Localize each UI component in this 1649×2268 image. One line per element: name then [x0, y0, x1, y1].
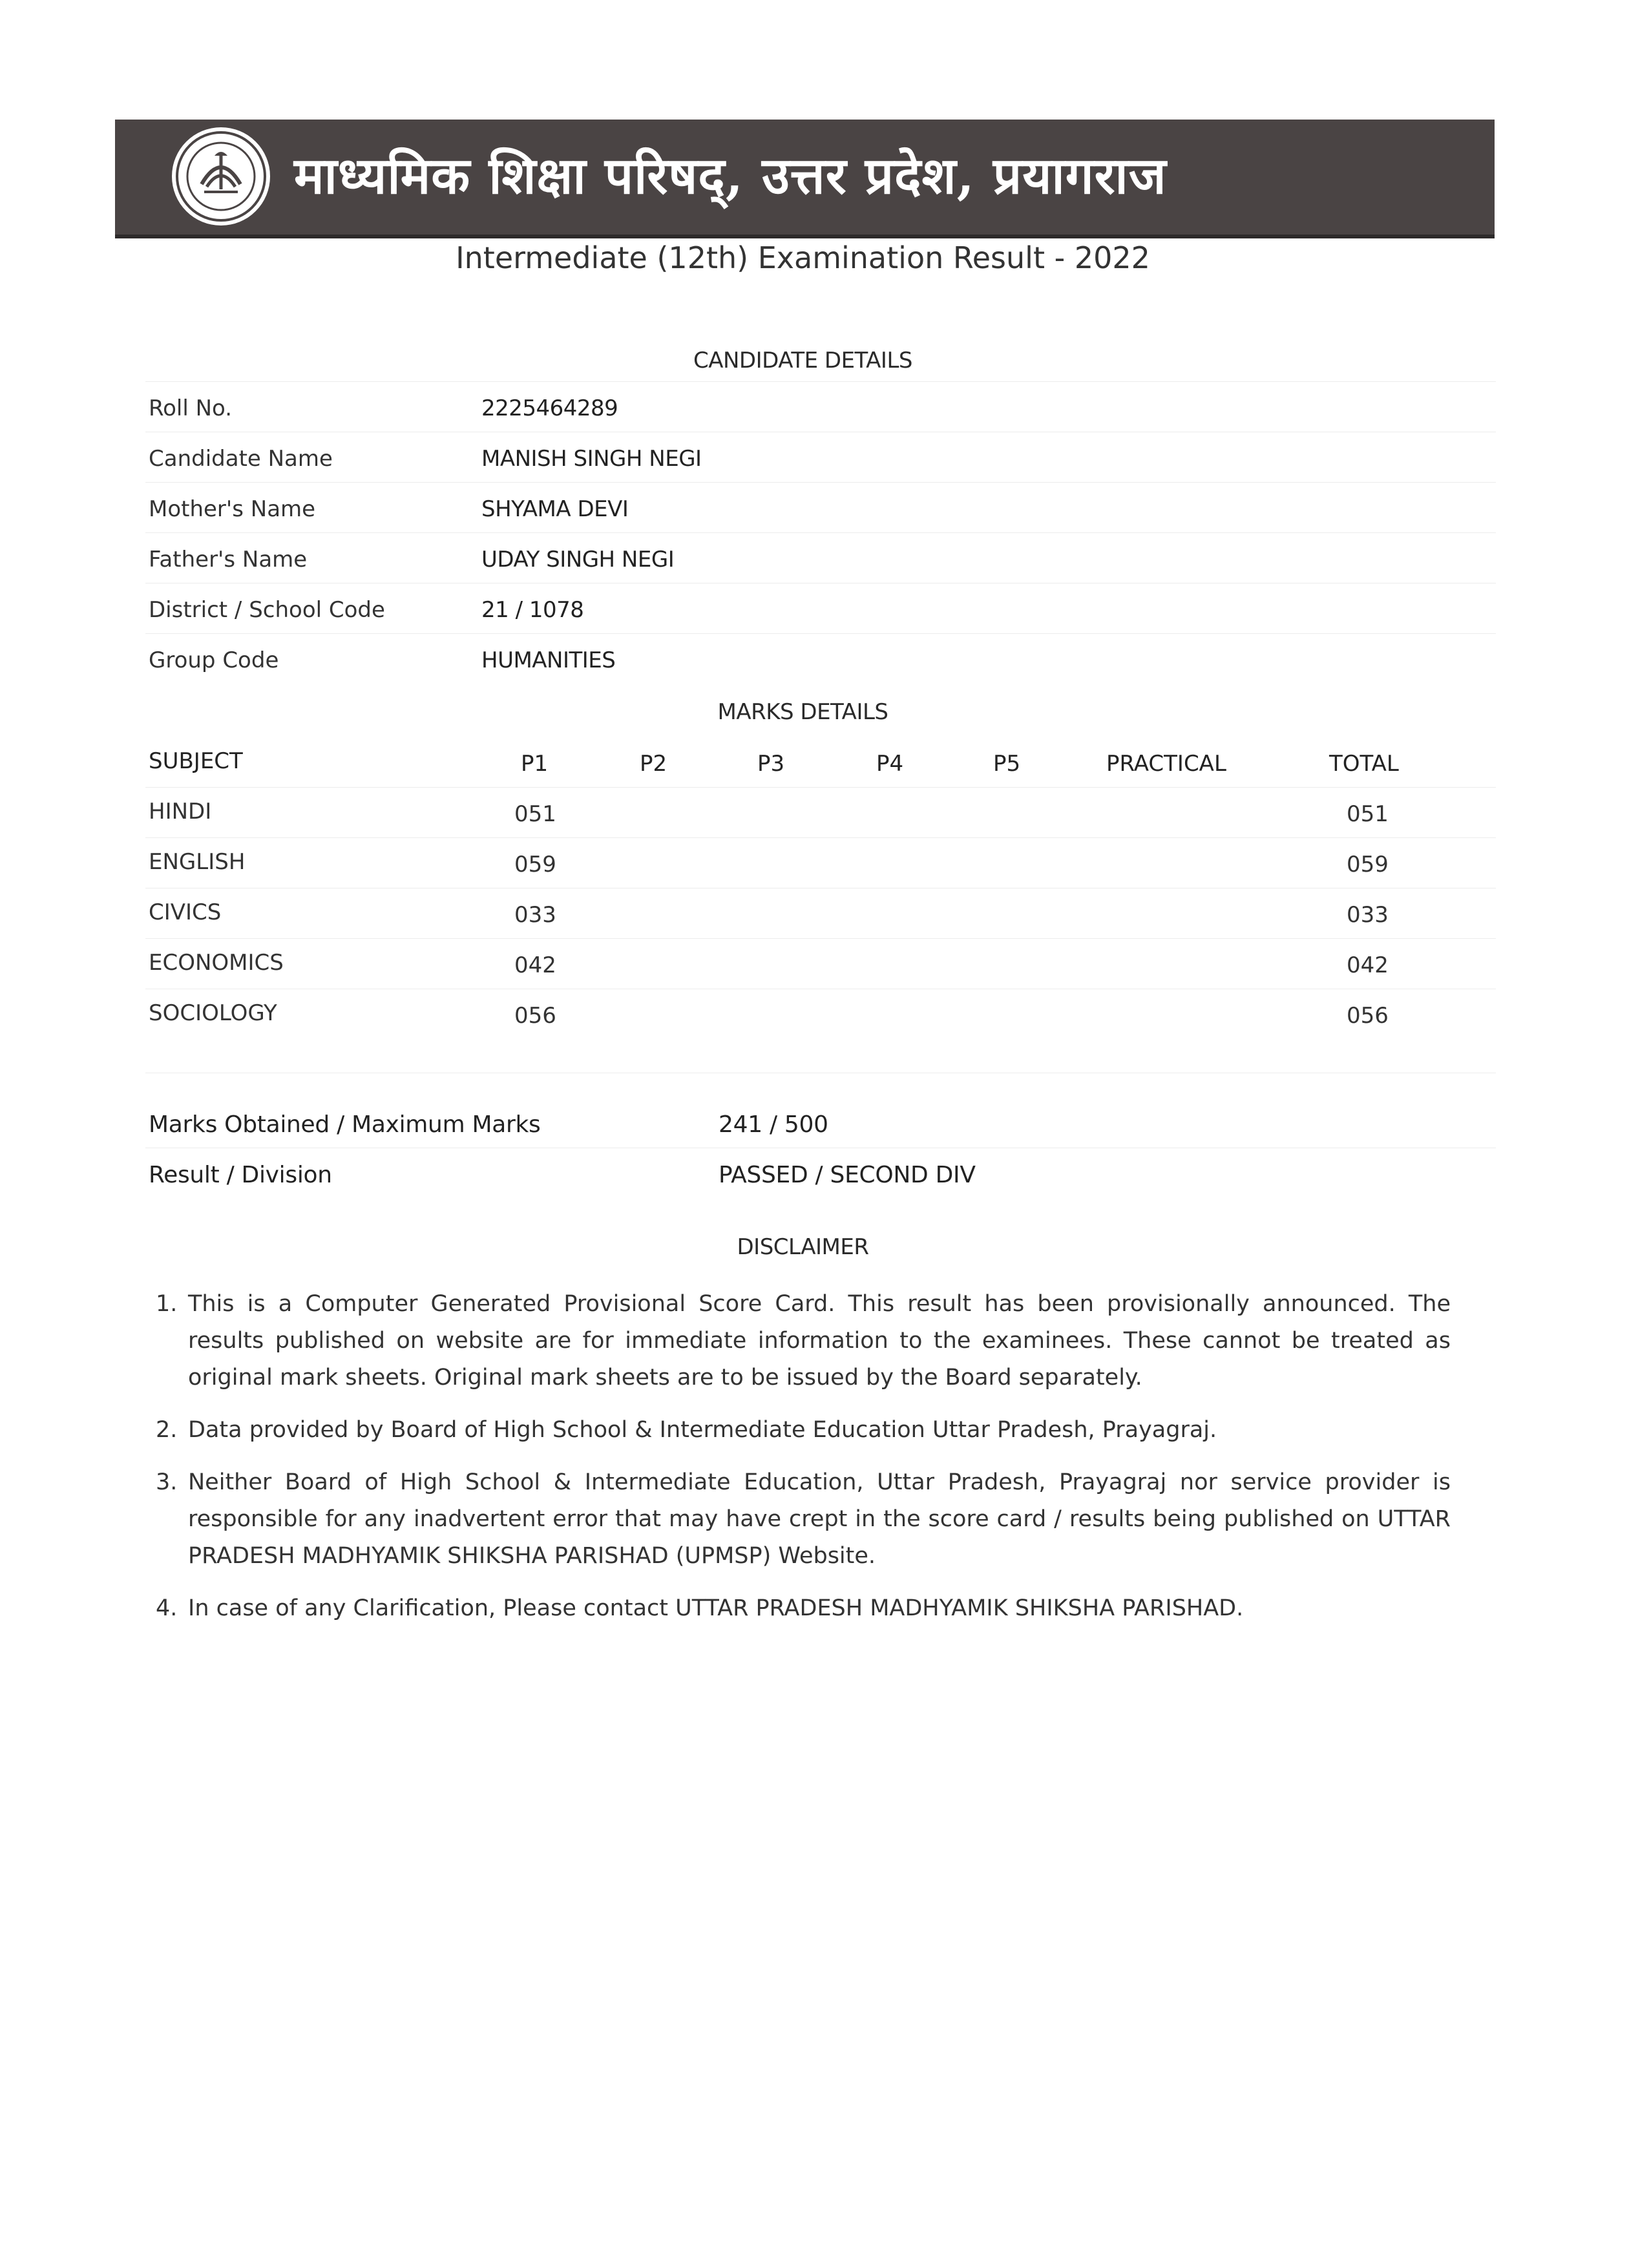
total-mark: 059	[1347, 852, 1389, 877]
candidate-name-value: MANISH SINGH NEGI	[481, 446, 702, 472]
mother-name-value: SHYAMA DEVI	[481, 496, 629, 522]
disclaimer-number: 3.	[156, 1469, 178, 1495]
disclaimer-item	[145, 1286, 1451, 1396]
district-school-code-label: District / School Code	[149, 597, 385, 623]
exam-title: Intermediate (12th) Examination Result - 2022	[456, 240, 1150, 275]
roll-no-value: 2225464289	[481, 395, 618, 421]
candidate-details-heading: CANDIDATE DETAILS	[693, 348, 912, 373]
disclaimer-item	[145, 1464, 1451, 1575]
disclaimer-list	[145, 1286, 1451, 1643]
roll-no-label: Roll No.	[149, 395, 233, 421]
father-name-label: Father's Name	[149, 547, 308, 572]
disclaimer-number: 2.	[156, 1417, 178, 1443]
p1-mark: 059	[514, 852, 556, 877]
disclaimer-text: Neither Board of High School & Intermediate Education, Uttar Pradesh, Prayagraj nor service provider is responsible for any inadvertent error that may have crept in the score card / results being published on UTTAR PRADESH MADHYAMIK SHIKSHA PARISHAD (UPMSP) Website.	[188, 1469, 1451, 1569]
p1-mark: 056	[514, 1003, 556, 1029]
column-header-p1: P1	[521, 751, 549, 777]
disclaimer-text: Data provided by Board of High School & Intermediate Education Uttar Pradesh, Prayagraj.	[188, 1417, 1217, 1443]
divider	[145, 482, 1496, 483]
board-emblem-icon	[169, 125, 273, 228]
disclaimer-number: 4.	[156, 1595, 178, 1621]
disclaimer-text: In case of any Clarification, Please contact UTTAR PRADESH MADHYAMIK SHIKSHA PARISHAD.	[188, 1595, 1244, 1621]
divider	[145, 633, 1496, 634]
candidate-name-label: Candidate Name	[149, 446, 333, 472]
column-header-p4: P4	[876, 751, 904, 777]
column-header-subject: SUBJECT	[149, 748, 243, 774]
marks-obtained-label: Marks Obtained / Maximum Marks	[149, 1111, 541, 1138]
group-code-value: HUMANITIES	[481, 647, 616, 673]
divider	[145, 837, 1496, 838]
subject-name: ECONOMICS	[149, 950, 284, 976]
subject-name: SOCIOLOGY	[149, 1000, 277, 1026]
column-header-practical: PRACTICAL	[1106, 751, 1226, 777]
divider	[145, 787, 1496, 788]
disclaimer-item	[145, 1412, 1451, 1449]
total-mark: 042	[1347, 952, 1389, 978]
p1-mark: 051	[514, 801, 556, 827]
father-name-value: UDAY SINGH NEGI	[481, 547, 675, 572]
disclaimer-heading: DISCLAIMER	[737, 1234, 869, 1260]
disclaimer-item	[145, 1590, 1451, 1627]
disclaimer-number: 1.	[156, 1291, 178, 1317]
divider	[145, 532, 1496, 533]
marks-obtained-value: 241 / 500	[719, 1111, 828, 1138]
column-header-p5: P5	[993, 751, 1021, 777]
mother-name-label: Mother's Name	[149, 496, 316, 522]
subject-name: HINDI	[149, 799, 212, 824]
board-title: माध्यमिक शिक्षा परिषद्, उत्तर प्रदेश, प्रयागराज	[294, 147, 1167, 205]
result-division-value: PASSED / SECOND DIV	[719, 1162, 976, 1188]
total-mark: 056	[1347, 1003, 1389, 1029]
subject-name: CIVICS	[149, 899, 222, 925]
total-mark: 033	[1347, 902, 1389, 928]
column-header-total: TOTAL	[1329, 751, 1399, 777]
column-header-p3: P3	[757, 751, 785, 777]
disclaimer-text: This is a Computer Generated Provisional Score Card. This result has been provisionally announced. The results published on website are for immediate information to the examinees. These cannot be treated as original mark sheets. Original mark sheets are to be issued by the Board separately.	[188, 1291, 1451, 1391]
column-header-p2: P2	[640, 751, 667, 777]
subject-name: ENGLISH	[149, 849, 246, 875]
divider	[145, 938, 1496, 939]
result-division-label: Result / Division	[149, 1162, 332, 1188]
district-school-code-value: 21 / 1078	[481, 597, 584, 623]
divider	[145, 381, 1496, 382]
p1-mark: 042	[514, 952, 556, 978]
total-mark: 051	[1347, 801, 1389, 827]
group-code-label: Group Code	[149, 647, 279, 673]
marks-details-heading: MARKS DETAILS	[717, 699, 888, 725]
p1-mark: 033	[514, 902, 556, 928]
